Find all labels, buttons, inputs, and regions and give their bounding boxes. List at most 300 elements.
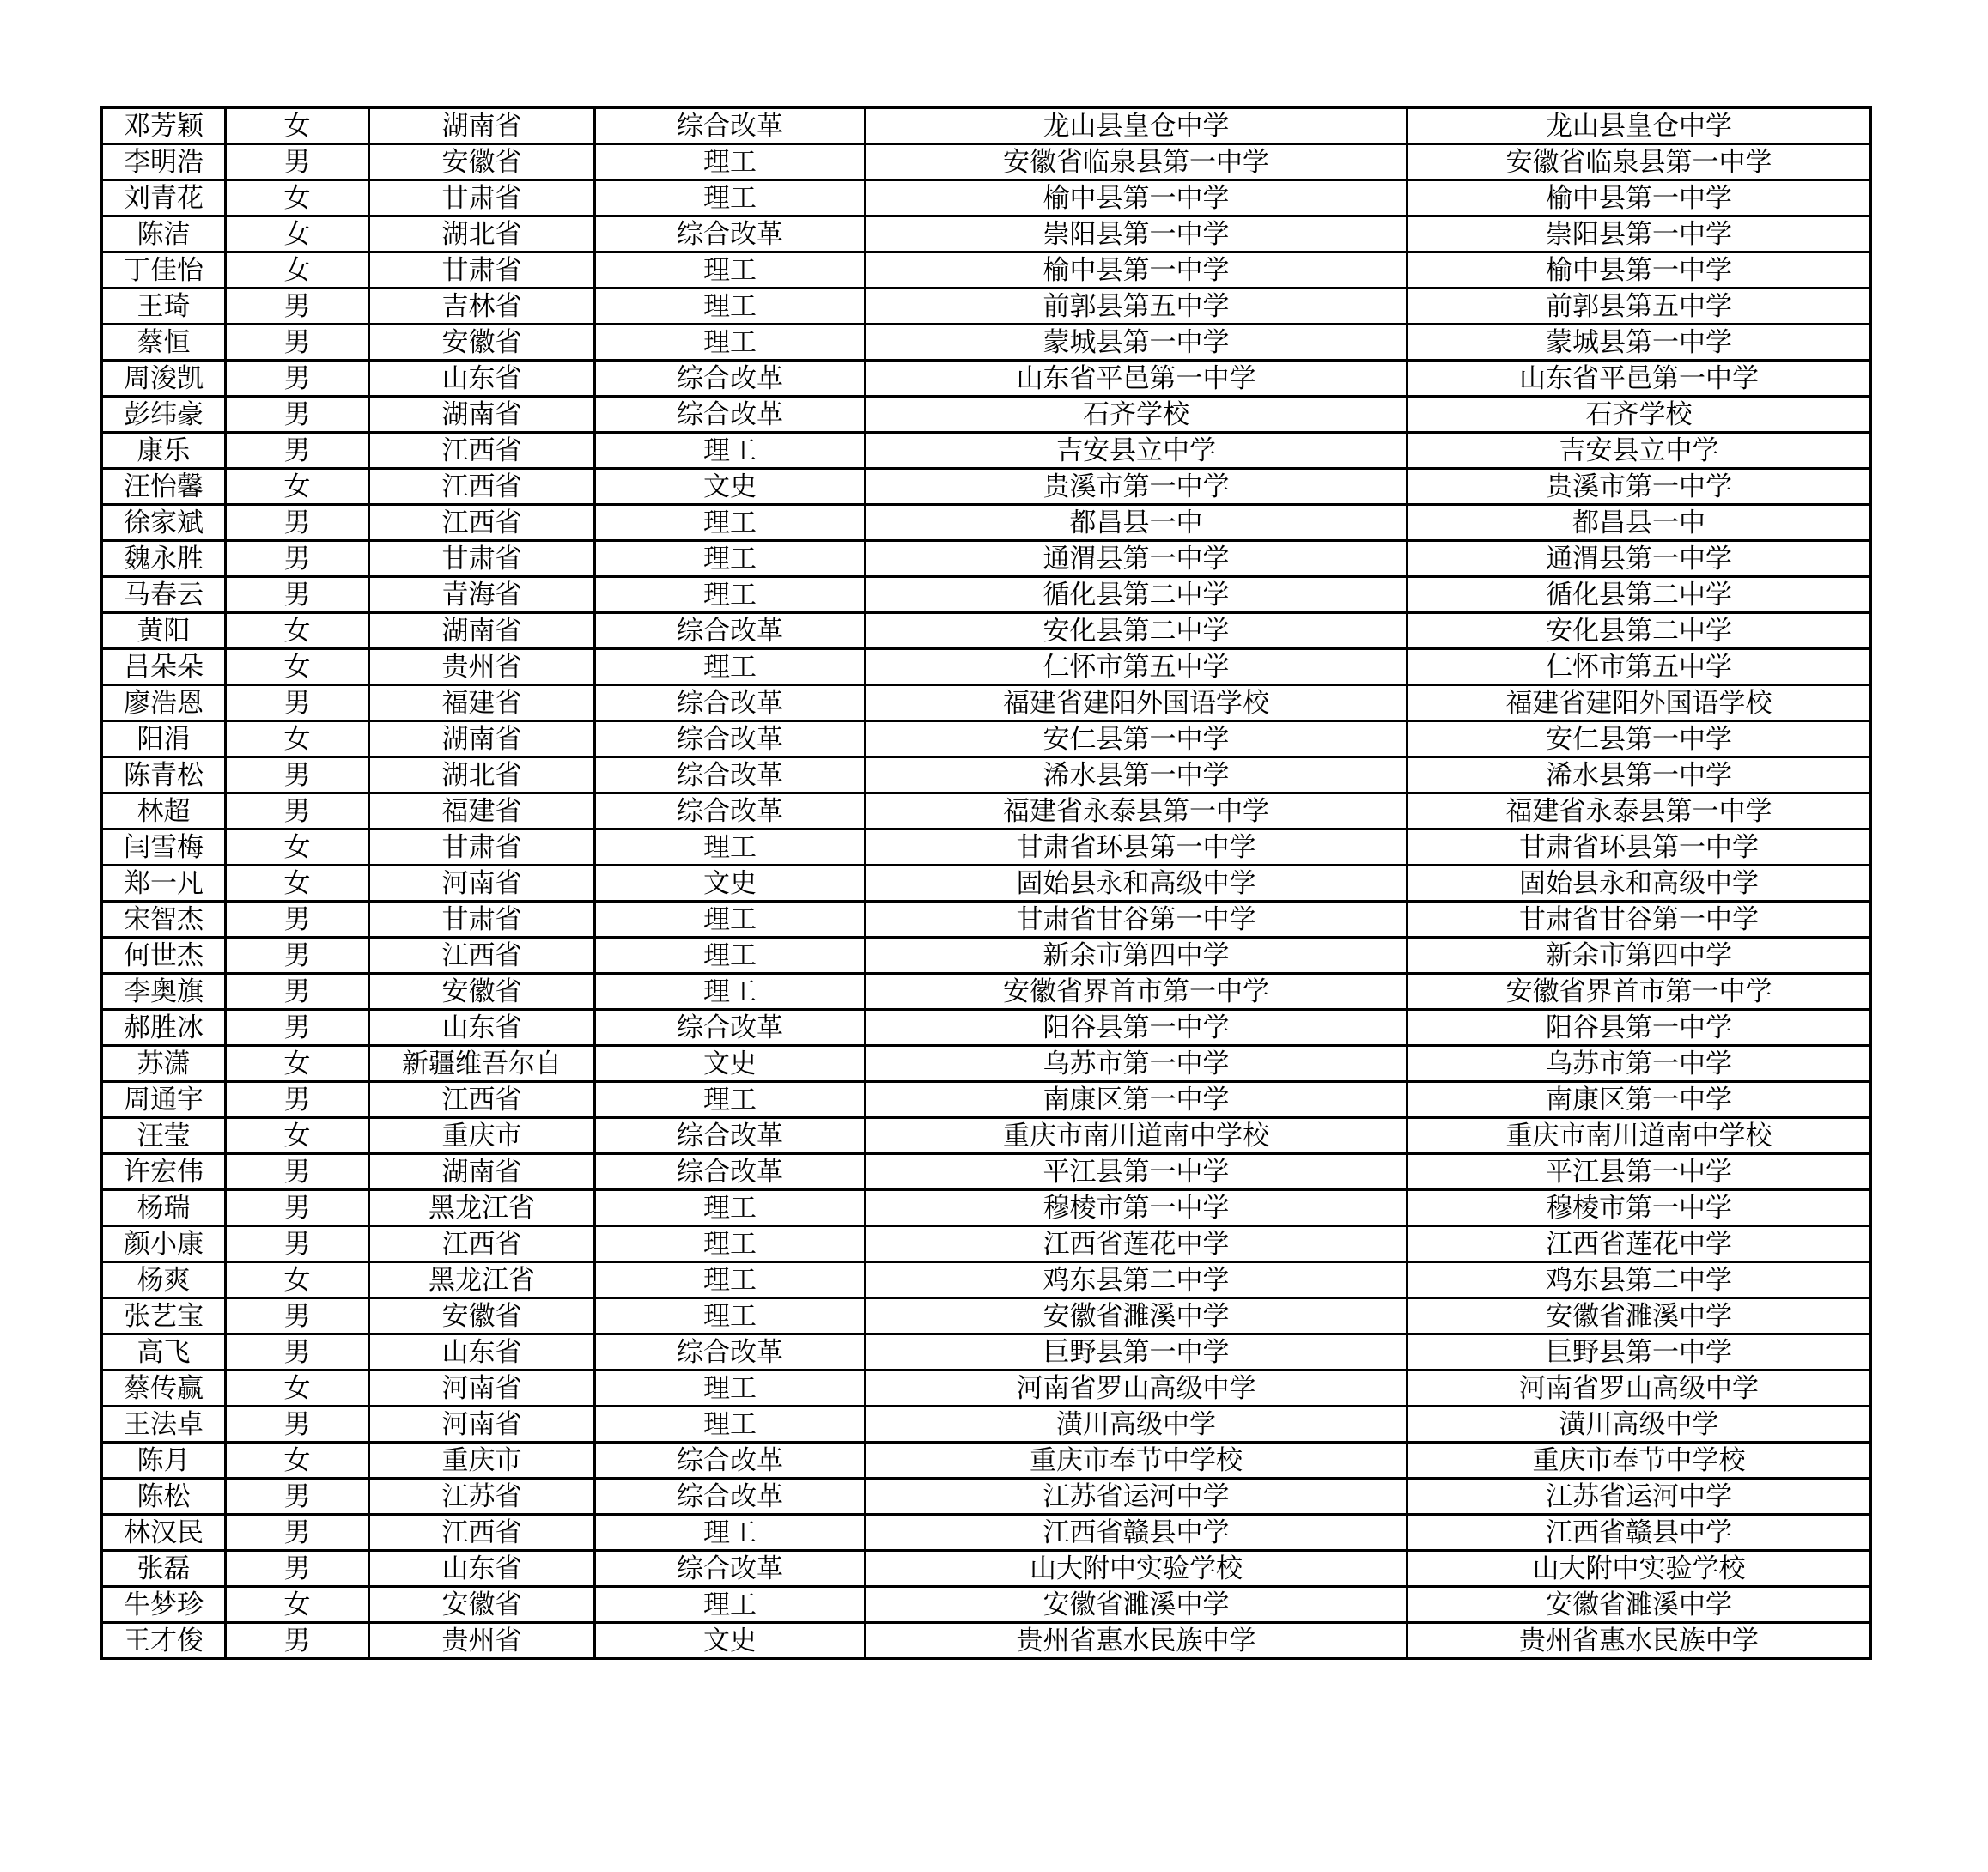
category-cell: 理工: [595, 1190, 866, 1226]
name-cell: 马春云: [102, 577, 226, 613]
school-cell: 循化县第二中学: [866, 577, 1407, 613]
school-repeat-cell: 甘肃省甘谷第一中学: [1407, 902, 1871, 938]
school-repeat-cell: 福建省永泰县第一中学: [1407, 793, 1871, 830]
school-repeat-cell: 鸡东县第二中学: [1407, 1262, 1871, 1298]
school-repeat-cell: 福建省建阳外国语学校: [1407, 685, 1871, 721]
school-cell: 乌苏市第一中学: [866, 1046, 1407, 1082]
province-cell: 江西省: [369, 1082, 595, 1118]
school-cell: 吉安县立中学: [866, 433, 1407, 469]
school-repeat-cell: 安仁县第一中学: [1407, 721, 1871, 757]
province-cell: 湖南省: [369, 721, 595, 757]
school-repeat-cell: 平江县第一中学: [1407, 1154, 1871, 1190]
table-row: [102, 1154, 1871, 1190]
name-cell: 阳涓: [102, 721, 226, 757]
province-cell: 新疆维吾尔自: [369, 1046, 595, 1082]
category-cell: 理工: [595, 1082, 866, 1118]
province-cell: 湖南省: [369, 1154, 595, 1190]
gender-cell: 男: [226, 541, 369, 577]
category-cell: 文史: [595, 1046, 866, 1082]
province-cell: 江苏省: [369, 1479, 595, 1515]
province-cell: 安徽省: [369, 974, 595, 1010]
category-cell: 综合改革: [595, 1479, 866, 1515]
student-roster-table: [100, 106, 1872, 1660]
table-row: [102, 1298, 1871, 1334]
name-cell: 蔡恒: [102, 325, 226, 361]
province-cell: 重庆市: [369, 1443, 595, 1479]
school-repeat-cell: 安徽省临泉县第一中学: [1407, 144, 1871, 180]
province-cell: 甘肃省: [369, 541, 595, 577]
name-cell: 颜小康: [102, 1226, 226, 1262]
name-cell: 廖浩恩: [102, 685, 226, 721]
category-cell: 综合改革: [595, 1010, 866, 1046]
school-cell: 甘肃省环县第一中学: [866, 830, 1407, 866]
table-row: [102, 721, 1871, 757]
school-repeat-cell: 仁怀市第五中学: [1407, 649, 1871, 685]
table-row: [102, 108, 1871, 144]
province-cell: 江西省: [369, 469, 595, 505]
school-cell: 福建省永泰县第一中学: [866, 793, 1407, 830]
school-cell: 阳谷县第一中学: [866, 1010, 1407, 1046]
school-repeat-cell: 贵溪市第一中学: [1407, 469, 1871, 505]
province-cell: 河南省: [369, 1407, 595, 1443]
school-cell: 新余市第四中学: [866, 938, 1407, 974]
school-repeat-cell: 乌苏市第一中学: [1407, 1046, 1871, 1082]
name-cell: 王才俊: [102, 1623, 226, 1659]
province-cell: 山东省: [369, 361, 595, 397]
school-cell: 江苏省运河中学: [866, 1479, 1407, 1515]
table-row: [102, 938, 1871, 974]
gender-cell: 女: [226, 1371, 369, 1407]
category-cell: 理工: [595, 974, 866, 1010]
name-cell: 陈洁: [102, 216, 226, 252]
student-roster-table-container: [100, 106, 1872, 1660]
name-cell: 闫雪梅: [102, 830, 226, 866]
school-repeat-cell: 潢川高级中学: [1407, 1407, 1871, 1443]
gender-cell: 男: [226, 505, 369, 541]
school-repeat-cell: 贵州省惠水民族中学: [1407, 1623, 1871, 1659]
category-cell: 理工: [595, 289, 866, 325]
province-cell: 贵州省: [369, 649, 595, 685]
name-cell: 杨爽: [102, 1262, 226, 1298]
table-row: [102, 1515, 1871, 1551]
gender-cell: 女: [226, 1046, 369, 1082]
table-row: [102, 1551, 1871, 1587]
table-body: [102, 108, 1871, 1659]
gender-cell: 男: [226, 1298, 369, 1334]
name-cell: 周通宇: [102, 1082, 226, 1118]
category-cell: 理工: [595, 1262, 866, 1298]
gender-cell: 男: [226, 1515, 369, 1551]
gender-cell: 男: [226, 1082, 369, 1118]
name-cell: 何世杰: [102, 938, 226, 974]
name-cell: 林超: [102, 793, 226, 830]
school-repeat-cell: 榆中县第一中学: [1407, 252, 1871, 289]
school-repeat-cell: 崇阳县第一中学: [1407, 216, 1871, 252]
category-cell: 理工: [595, 1226, 866, 1262]
province-cell: 湖南省: [369, 108, 595, 144]
province-cell: 吉林省: [369, 289, 595, 325]
name-cell: 苏潇: [102, 1046, 226, 1082]
school-cell: 安徽省临泉县第一中学: [866, 144, 1407, 180]
school-repeat-cell: 重庆市南川道南中学校: [1407, 1118, 1871, 1154]
gender-cell: 女: [226, 252, 369, 289]
school-repeat-cell: 通渭县第一中学: [1407, 541, 1871, 577]
table-row: [102, 289, 1871, 325]
name-cell: 高飞: [102, 1334, 226, 1371]
category-cell: 综合改革: [595, 685, 866, 721]
gender-cell: 女: [226, 180, 369, 216]
name-cell: 杨瑞: [102, 1190, 226, 1226]
category-cell: 理工: [595, 1587, 866, 1623]
school-cell: 福建省建阳外国语学校: [866, 685, 1407, 721]
gender-cell: 男: [226, 974, 369, 1010]
name-cell: 牛梦珍: [102, 1587, 226, 1623]
name-cell: 张艺宝: [102, 1298, 226, 1334]
name-cell: 蔡传赢: [102, 1371, 226, 1407]
gender-cell: 男: [226, 397, 369, 433]
province-cell: 贵州省: [369, 1623, 595, 1659]
category-cell: 理工: [595, 325, 866, 361]
gender-cell: 女: [226, 469, 369, 505]
table-row: [102, 1623, 1871, 1659]
name-cell: 宋智杰: [102, 902, 226, 938]
category-cell: 理工: [595, 902, 866, 938]
province-cell: 河南省: [369, 1371, 595, 1407]
school-cell: 南康区第一中学: [866, 1082, 1407, 1118]
school-repeat-cell: 蒙城县第一中学: [1407, 325, 1871, 361]
table-row: [102, 325, 1871, 361]
school-repeat-cell: 浠水县第一中学: [1407, 757, 1871, 793]
table-row: [102, 1010, 1871, 1046]
school-cell: 仁怀市第五中学: [866, 649, 1407, 685]
school-cell: 浠水县第一中学: [866, 757, 1407, 793]
school-cell: 河南省罗山高级中学: [866, 1371, 1407, 1407]
name-cell: 邓芳颖: [102, 108, 226, 144]
name-cell: 丁佳怡: [102, 252, 226, 289]
school-repeat-cell: 石齐学校: [1407, 397, 1871, 433]
category-cell: 理工: [595, 938, 866, 974]
province-cell: 青海省: [369, 577, 595, 613]
gender-cell: 男: [226, 1010, 369, 1046]
school-repeat-cell: 江西省莲花中学: [1407, 1226, 1871, 1262]
school-cell: 安仁县第一中学: [866, 721, 1407, 757]
table-row: [102, 433, 1871, 469]
table-row: [102, 902, 1871, 938]
gender-cell: 男: [226, 1226, 369, 1262]
category-cell: 理工: [595, 1515, 866, 1551]
category-cell: 理工: [595, 830, 866, 866]
school-cell: 安徽省界首市第一中学: [866, 974, 1407, 1010]
category-cell: 理工: [595, 649, 866, 685]
table-row: [102, 1190, 1871, 1226]
category-cell: 理工: [595, 541, 866, 577]
table-row: [102, 974, 1871, 1010]
table-row: [102, 397, 1871, 433]
table-row: [102, 252, 1871, 289]
gender-cell: 男: [226, 757, 369, 793]
school-cell: 榆中县第一中学: [866, 180, 1407, 216]
school-repeat-cell: 阳谷县第一中学: [1407, 1010, 1871, 1046]
gender-cell: 男: [226, 1407, 369, 1443]
name-cell: 吕朵朵: [102, 649, 226, 685]
table-row: [102, 577, 1871, 613]
gender-cell: 男: [226, 938, 369, 974]
gender-cell: 男: [226, 325, 369, 361]
school-cell: 江西省莲花中学: [866, 1226, 1407, 1262]
table-row: [102, 1334, 1871, 1371]
gender-cell: 男: [226, 1334, 369, 1371]
category-cell: 综合改革: [595, 721, 866, 757]
gender-cell: 男: [226, 1190, 369, 1226]
name-cell: 徐家斌: [102, 505, 226, 541]
school-repeat-cell: 循化县第二中学: [1407, 577, 1871, 613]
category-cell: 理工: [595, 180, 866, 216]
name-cell: 魏永胜: [102, 541, 226, 577]
category-cell: 综合改革: [595, 361, 866, 397]
name-cell: 汪莹: [102, 1118, 226, 1154]
name-cell: 陈松: [102, 1479, 226, 1515]
school-cell: 潢川高级中学: [866, 1407, 1407, 1443]
province-cell: 福建省: [369, 793, 595, 830]
table-row: [102, 1587, 1871, 1623]
table-row: [102, 1082, 1871, 1118]
table-row: [102, 866, 1871, 902]
gender-cell: 男: [226, 577, 369, 613]
category-cell: 理工: [595, 144, 866, 180]
gender-cell: 男: [226, 1154, 369, 1190]
school-repeat-cell: 吉安县立中学: [1407, 433, 1871, 469]
school-cell: 龙山县皇仓中学: [866, 108, 1407, 144]
category-cell: 理工: [595, 1298, 866, 1334]
category-cell: 理工: [595, 1371, 866, 1407]
gender-cell: 女: [226, 1587, 369, 1623]
school-repeat-cell: 龙山县皇仓中学: [1407, 108, 1871, 144]
province-cell: 湖南省: [369, 613, 595, 649]
table-row: [102, 685, 1871, 721]
category-cell: 综合改革: [595, 613, 866, 649]
province-cell: 安徽省: [369, 144, 595, 180]
name-cell: 陈月: [102, 1443, 226, 1479]
gender-cell: 男: [226, 685, 369, 721]
gender-cell: 男: [226, 1479, 369, 1515]
name-cell: 王琦: [102, 289, 226, 325]
category-cell: 理工: [595, 252, 866, 289]
table-row: [102, 505, 1871, 541]
school-cell: 安徽省濉溪中学: [866, 1298, 1407, 1334]
school-cell: 山东省平邑第一中学: [866, 361, 1407, 397]
school-repeat-cell: 甘肃省环县第一中学: [1407, 830, 1871, 866]
school-repeat-cell: 安徽省濉溪中学: [1407, 1587, 1871, 1623]
table-row: [102, 144, 1871, 180]
school-cell: 榆中县第一中学: [866, 252, 1407, 289]
category-cell: 理工: [595, 1407, 866, 1443]
school-cell: 崇阳县第一中学: [866, 216, 1407, 252]
province-cell: 重庆市: [369, 1118, 595, 1154]
province-cell: 山东省: [369, 1334, 595, 1371]
table-row: [102, 1407, 1871, 1443]
gender-cell: 男: [226, 902, 369, 938]
name-cell: 刘青花: [102, 180, 226, 216]
table-row: [102, 793, 1871, 830]
name-cell: 陈青松: [102, 757, 226, 793]
school-repeat-cell: 江西省赣县中学: [1407, 1515, 1871, 1551]
school-repeat-cell: 穆棱市第一中学: [1407, 1190, 1871, 1226]
school-cell: 固始县永和高级中学: [866, 866, 1407, 902]
province-cell: 山东省: [369, 1551, 595, 1587]
school-repeat-cell: 安徽省界首市第一中学: [1407, 974, 1871, 1010]
name-cell: 汪怡馨: [102, 469, 226, 505]
school-repeat-cell: 安徽省濉溪中学: [1407, 1298, 1871, 1334]
school-repeat-cell: 山东省平邑第一中学: [1407, 361, 1871, 397]
school-cell: 鸡东县第二中学: [866, 1262, 1407, 1298]
school-repeat-cell: 南康区第一中学: [1407, 1082, 1871, 1118]
school-cell: 石齐学校: [866, 397, 1407, 433]
category-cell: 综合改革: [595, 793, 866, 830]
school-cell: 贵溪市第一中学: [866, 469, 1407, 505]
table-row: [102, 1118, 1871, 1154]
province-cell: 江西省: [369, 1226, 595, 1262]
school-repeat-cell: 榆中县第一中学: [1407, 180, 1871, 216]
category-cell: 综合改革: [595, 1334, 866, 1371]
school-repeat-cell: 前郭县第五中学: [1407, 289, 1871, 325]
name-cell: 张磊: [102, 1551, 226, 1587]
category-cell: 理工: [595, 433, 866, 469]
table-row: [102, 1479, 1871, 1515]
gender-cell: 女: [226, 1262, 369, 1298]
category-cell: 文史: [595, 1623, 866, 1659]
school-cell: 甘肃省甘谷第一中学: [866, 902, 1407, 938]
gender-cell: 女: [226, 649, 369, 685]
table-row: [102, 361, 1871, 397]
name-cell: 郑一凡: [102, 866, 226, 902]
table-row: [102, 649, 1871, 685]
province-cell: 湖南省: [369, 397, 595, 433]
province-cell: 甘肃省: [369, 252, 595, 289]
name-cell: 李明浩: [102, 144, 226, 180]
province-cell: 安徽省: [369, 1587, 595, 1623]
table-row: [102, 1371, 1871, 1407]
category-cell: 理工: [595, 577, 866, 613]
category-cell: 文史: [595, 866, 866, 902]
name-cell: 许宏伟: [102, 1154, 226, 1190]
school-cell: 山大附中实验学校: [866, 1551, 1407, 1587]
category-cell: 综合改革: [595, 216, 866, 252]
name-cell: 周浚凯: [102, 361, 226, 397]
gender-cell: 男: [226, 793, 369, 830]
name-cell: 康乐: [102, 433, 226, 469]
table-row: [102, 469, 1871, 505]
table-row: [102, 1443, 1871, 1479]
school-cell: 安徽省濉溪中学: [866, 1587, 1407, 1623]
province-cell: 甘肃省: [369, 830, 595, 866]
table-row: [102, 613, 1871, 649]
school-cell: 重庆市奉节中学校: [866, 1443, 1407, 1479]
school-repeat-cell: 山大附中实验学校: [1407, 1551, 1871, 1587]
gender-cell: 男: [226, 361, 369, 397]
school-repeat-cell: 安化县第二中学: [1407, 613, 1871, 649]
gender-cell: 女: [226, 613, 369, 649]
category-cell: 综合改革: [595, 1551, 866, 1587]
table-row: [102, 1262, 1871, 1298]
province-cell: 山东省: [369, 1010, 595, 1046]
school-repeat-cell: 重庆市奉节中学校: [1407, 1443, 1871, 1479]
province-cell: 安徽省: [369, 325, 595, 361]
school-repeat-cell: 固始县永和高级中学: [1407, 866, 1871, 902]
province-cell: 湖北省: [369, 216, 595, 252]
category-cell: 综合改革: [595, 1443, 866, 1479]
province-cell: 江西省: [369, 433, 595, 469]
gender-cell: 女: [226, 1443, 369, 1479]
province-cell: 黑龙江省: [369, 1190, 595, 1226]
category-cell: 综合改革: [595, 1154, 866, 1190]
province-cell: 甘肃省: [369, 902, 595, 938]
gender-cell: 女: [226, 866, 369, 902]
category-cell: 综合改革: [595, 397, 866, 433]
school-cell: 蒙城县第一中学: [866, 325, 1407, 361]
gender-cell: 女: [226, 1118, 369, 1154]
gender-cell: 女: [226, 216, 369, 252]
table-row: [102, 1046, 1871, 1082]
gender-cell: 男: [226, 1551, 369, 1587]
table-row: [102, 830, 1871, 866]
gender-cell: 女: [226, 830, 369, 866]
gender-cell: 男: [226, 1623, 369, 1659]
school-cell: 江西省赣县中学: [866, 1515, 1407, 1551]
category-cell: 综合改革: [595, 108, 866, 144]
category-cell: 文史: [595, 469, 866, 505]
name-cell: 林汉民: [102, 1515, 226, 1551]
school-cell: 安化县第二中学: [866, 613, 1407, 649]
school-cell: 都昌县一中: [866, 505, 1407, 541]
school-repeat-cell: 江苏省运河中学: [1407, 1479, 1871, 1515]
table-row: [102, 757, 1871, 793]
province-cell: 安徽省: [369, 1298, 595, 1334]
gender-cell: 男: [226, 433, 369, 469]
name-cell: 黄阳: [102, 613, 226, 649]
category-cell: 综合改革: [595, 1118, 866, 1154]
name-cell: 郝胜冰: [102, 1010, 226, 1046]
gender-cell: 女: [226, 108, 369, 144]
category-cell: 理工: [595, 505, 866, 541]
school-cell: 通渭县第一中学: [866, 541, 1407, 577]
province-cell: 黑龙江省: [369, 1262, 595, 1298]
name-cell: 彭纬豪: [102, 397, 226, 433]
gender-cell: 男: [226, 289, 369, 325]
table-row: [102, 1226, 1871, 1262]
category-cell: 综合改革: [595, 757, 866, 793]
province-cell: 湖北省: [369, 757, 595, 793]
province-cell: 江西省: [369, 1515, 595, 1551]
province-cell: 河南省: [369, 866, 595, 902]
gender-cell: 女: [226, 721, 369, 757]
school-cell: 重庆市南川道南中学校: [866, 1118, 1407, 1154]
province-cell: 江西省: [369, 505, 595, 541]
gender-cell: 男: [226, 144, 369, 180]
school-cell: 贵州省惠水民族中学: [866, 1623, 1407, 1659]
name-cell: 王法卓: [102, 1407, 226, 1443]
table-row: [102, 180, 1871, 216]
school-cell: 巨野县第一中学: [866, 1334, 1407, 1371]
school-repeat-cell: 新余市第四中学: [1407, 938, 1871, 974]
school-cell: 穆棱市第一中学: [866, 1190, 1407, 1226]
school-repeat-cell: 河南省罗山高级中学: [1407, 1371, 1871, 1407]
school-repeat-cell: 巨野县第一中学: [1407, 1334, 1871, 1371]
province-cell: 江西省: [369, 938, 595, 974]
school-cell: 平江县第一中学: [866, 1154, 1407, 1190]
table-row: [102, 216, 1871, 252]
name-cell: 李奥旗: [102, 974, 226, 1010]
province-cell: 福建省: [369, 685, 595, 721]
